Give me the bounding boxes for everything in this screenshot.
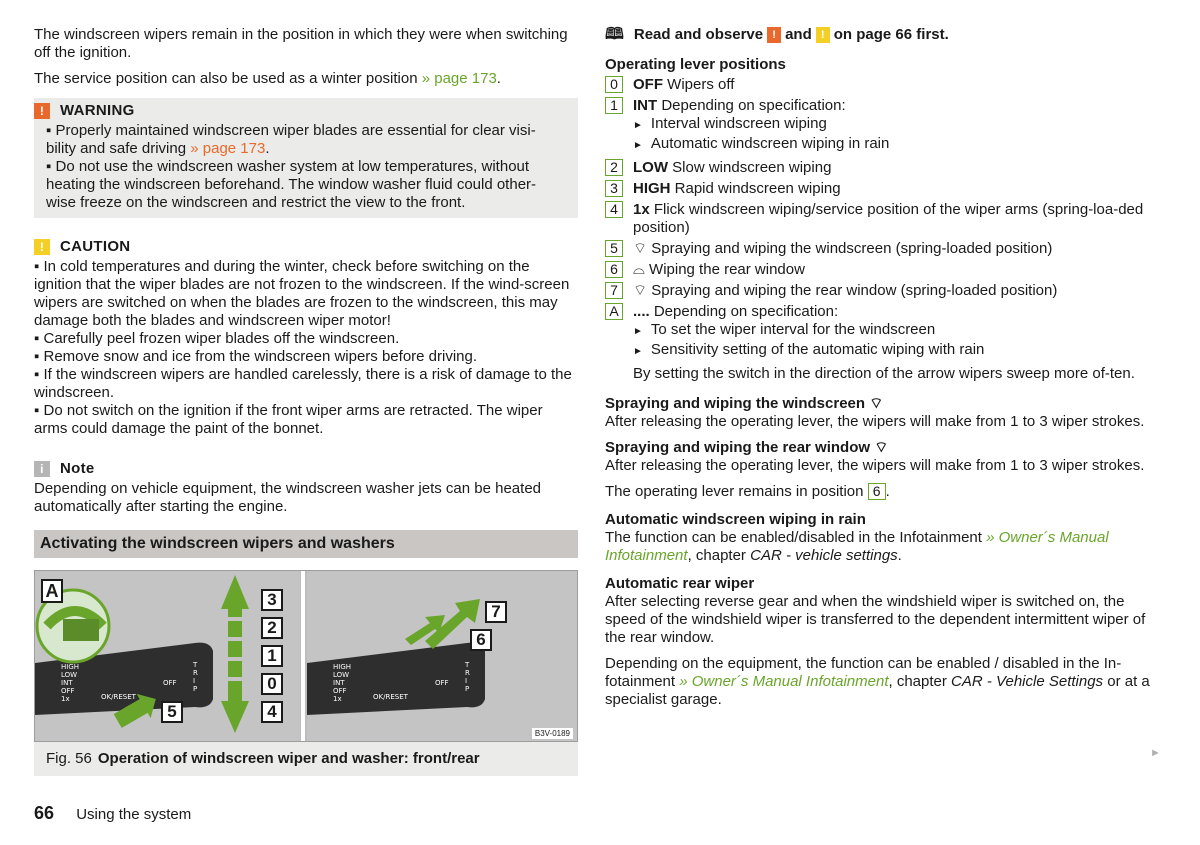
spray-front-title: Spraying and wiping the windscreen ⌔ bbox=[605, 395, 884, 412]
caution-bullet-1: ▪ In cold temperatures and during the winter, check before switching on the ignition that the wiper blades are not frozen to the windscreen. If the wind-screen wipers are switched on when the blades are frozen to the windscreen, this may damage both the blades and windscreen wiper motor! bbox=[34, 258, 570, 329]
position-6: 6 ⌓ Wiping the rear window bbox=[605, 261, 1165, 279]
spray-rear-title: Spraying and wiping the rear window ⌔ bbox=[605, 439, 889, 456]
caution-bullet-3: ▪ Remove snow and ice from the windscreen wipers before driving. bbox=[34, 348, 478, 365]
footer-section: Using the system bbox=[76, 806, 192, 823]
note-text: Depending on vehicle equipment, the windscreen washer jets can be heated automatically after starting the engine. bbox=[34, 480, 541, 515]
figure-label-0: 0 bbox=[261, 673, 283, 695]
figure-56 bbox=[34, 570, 578, 742]
note-header bbox=[34, 460, 578, 478]
svg-text:1x: 1x bbox=[61, 695, 70, 703]
int-sub-1: ► Interval windscreen wiping bbox=[633, 115, 827, 132]
position-1: 1 INT Depending on specification: bbox=[605, 97, 1165, 115]
wiper-position-paragraph: The windscreen wipers remain in the position in which they were when switching off the ignition. bbox=[34, 26, 568, 61]
svg-text:OK/RESET: OK/RESET bbox=[101, 693, 136, 701]
caution-header bbox=[34, 238, 578, 256]
info-icon: i bbox=[34, 461, 50, 477]
position-ref-6: 6 bbox=[868, 483, 886, 500]
continue-arrow-icon: ► bbox=[1150, 747, 1161, 759]
positions-title: Operating lever positions bbox=[605, 56, 786, 73]
position-2: 2 LOW Slow windscreen wiping bbox=[605, 159, 1165, 177]
left-column bbox=[34, 26, 578, 776]
rear-wipe-icon: ⌓ bbox=[633, 261, 645, 278]
figure-label-1: 1 bbox=[261, 645, 283, 667]
equip-text: Depending on the equipment, the function can be enabled / disabled in the In-fotainment » Owner´s Manual Infotainment, chapter CAR - Vehicle Settings or at a specialist garage. bbox=[605, 655, 1150, 708]
svg-text:LOW: LOW bbox=[61, 671, 78, 679]
note-title: Note bbox=[60, 460, 95, 477]
warning-box bbox=[34, 98, 578, 218]
section-title: Activating the windscreen wipers and washers bbox=[34, 530, 578, 558]
book-icon: 🕮 bbox=[605, 26, 624, 43]
rear-spray-icon: ⌔ bbox=[633, 282, 648, 299]
caution-block bbox=[34, 238, 578, 438]
figure-caption bbox=[34, 742, 578, 776]
svg-text:T: T bbox=[193, 661, 198, 669]
interval-dots-icon: .... bbox=[633, 303, 650, 320]
figure-label-a: A bbox=[41, 579, 63, 603]
wiper-lever-illustration bbox=[35, 571, 577, 741]
a-sub-2: ► Sensitivity setting of the automatic wiping with rain bbox=[633, 341, 985, 358]
svg-text:LOW: LOW bbox=[333, 671, 350, 679]
warning-bullet-2: ▪ Do not use the windscreen washer system at low temperatures, without heating the windscreen beforehand. The window washer fluid could other-wise freeze on the windscreen and restrict the view to the front. bbox=[46, 158, 537, 211]
front-spray-icon: ⌔ bbox=[869, 395, 884, 412]
figure-label-6: 6 bbox=[470, 629, 492, 651]
caution-bullet-5: ▪ Do not switch on the ignition if the front wiper arms are retracted. The wiper arms could damage the paint of the bonnet. bbox=[34, 402, 543, 437]
position-7: 7 ⌔ Spraying and wiping the rear window (spring-loaded position) bbox=[605, 282, 1165, 300]
figure-label-5: 5 bbox=[161, 701, 183, 723]
auto-rain-title: Automatic windscreen wiping in rain bbox=[605, 511, 866, 528]
svg-text:HIGH: HIGH bbox=[333, 663, 352, 671]
position-0: 0 OFF Wipers off bbox=[605, 76, 1165, 94]
figure-number: Fig. 56 bbox=[46, 750, 92, 767]
auto-rear-title: Automatic rear wiper bbox=[605, 575, 755, 592]
svg-text:OFF: OFF bbox=[333, 687, 347, 695]
caution-icon: ! bbox=[34, 239, 50, 255]
position-4: 4 1x Flick windscreen wiping/service position of the wiper arms (spring-loa-ded position) bbox=[605, 201, 1165, 237]
page-number: 66 bbox=[34, 803, 55, 823]
svg-text:P: P bbox=[465, 685, 470, 693]
caution-bullet-4: ▪ If the windscreen wipers are handled carelessly, there is a risk of damage to the windscreen. bbox=[34, 366, 572, 401]
warning-bullet-1: ▪ Properly maintained windscreen wiper blades are essential for clear visi-bility and safe driving » page 173. bbox=[46, 122, 536, 157]
svg-text:INT: INT bbox=[61, 679, 73, 687]
service-position-paragraph: The service position can also be used as a winter position » page 173. bbox=[34, 70, 501, 87]
front-spray-icon: ⌔ bbox=[633, 240, 648, 257]
svg-text:1x: 1x bbox=[333, 695, 342, 703]
note-block bbox=[34, 460, 578, 516]
svg-text:I: I bbox=[465, 677, 468, 685]
position-a: A .... Depending on specification: bbox=[605, 303, 1165, 321]
auto-rain-text: The function can be enabled/disabled in the Infotainment » Owner´s Manual Infotainment, chapter CAR - vehicle settings. bbox=[605, 529, 1109, 564]
warning-title: WARNING bbox=[60, 102, 135, 119]
page-173-link[interactable]: » page 173 bbox=[421, 70, 497, 87]
int-sub-2: ► Automatic windscreen wiping in rain bbox=[633, 135, 890, 152]
warning-mini-icon: ! bbox=[767, 27, 781, 43]
caution-mini-icon: ! bbox=[816, 27, 830, 43]
svg-text:R: R bbox=[465, 669, 470, 677]
auto-rear-text: After selecting reverse gear and when the windshield wiper is switched on, the speed of the windshield wiper is transferred to the dependent intermittent wiper of the rear window. bbox=[605, 593, 1146, 646]
figure-label-4: 4 bbox=[261, 701, 283, 723]
svg-text:OFF: OFF bbox=[163, 679, 177, 687]
lever-remains-text: The operating lever remains in position 6 . bbox=[605, 483, 890, 500]
position-3: 3 HIGH Rapid windscreen wiping bbox=[605, 180, 1165, 198]
svg-text:HIGH: HIGH bbox=[61, 663, 80, 671]
figure-label-2: 2 bbox=[261, 617, 283, 639]
figure-label-7: 7 bbox=[485, 601, 507, 623]
svg-text:R: R bbox=[193, 669, 198, 677]
a-sub-1: ► To set the wiper interval for the windscreen bbox=[633, 321, 936, 338]
svg-text:OFF: OFF bbox=[61, 687, 75, 695]
caution-bullet-2: ▪ Carefully peel frozen wiper blades off the windscreen. bbox=[34, 330, 400, 347]
spray-rear-text: After releasing the operating lever, the wipers will make from 1 to 3 wiper strokes. bbox=[605, 457, 1145, 474]
svg-text:INT: INT bbox=[333, 679, 345, 687]
position-5: 5 ⌔ Spraying and wiping the windscreen (spring-loaded position) bbox=[605, 240, 1165, 258]
warning-header bbox=[34, 102, 560, 120]
svg-text:T: T bbox=[465, 661, 470, 669]
svg-text:P: P bbox=[193, 685, 198, 693]
read-observe-header: 🕮 Read and observe ! and ! on page 66 first. bbox=[605, 26, 949, 43]
svg-text:OFF: OFF bbox=[435, 679, 449, 687]
figure-caption-text: Operation of windscreen wiper and washer: front/rear bbox=[97, 750, 480, 767]
svg-text:I: I bbox=[193, 677, 196, 685]
owners-manual-link[interactable]: » Owner´s Manual Infotainment bbox=[605, 529, 1109, 564]
warning-page-173-link[interactable]: » page 173 bbox=[190, 140, 266, 157]
right-column bbox=[605, 26, 1165, 717]
figure-code: B3V-0189 bbox=[532, 728, 573, 739]
page-footer bbox=[34, 804, 191, 824]
warning-icon: ! bbox=[34, 103, 50, 119]
a-extra-text: By setting the switch in the direction of the arrow wipers sweep more of-ten. bbox=[633, 365, 1135, 382]
caution-title: CAUTION bbox=[60, 238, 131, 255]
svg-text:OK/RESET: OK/RESET bbox=[373, 693, 408, 701]
rear-spray-icon: ⌔ bbox=[874, 439, 889, 456]
spray-front-text: After releasing the operating lever, the wipers will make from 1 to 3 wiper strokes. bbox=[605, 413, 1145, 430]
figure-label-3: 3 bbox=[261, 589, 283, 611]
owners-manual-link-2[interactable]: » Owner´s Manual Infotainment bbox=[679, 673, 889, 690]
